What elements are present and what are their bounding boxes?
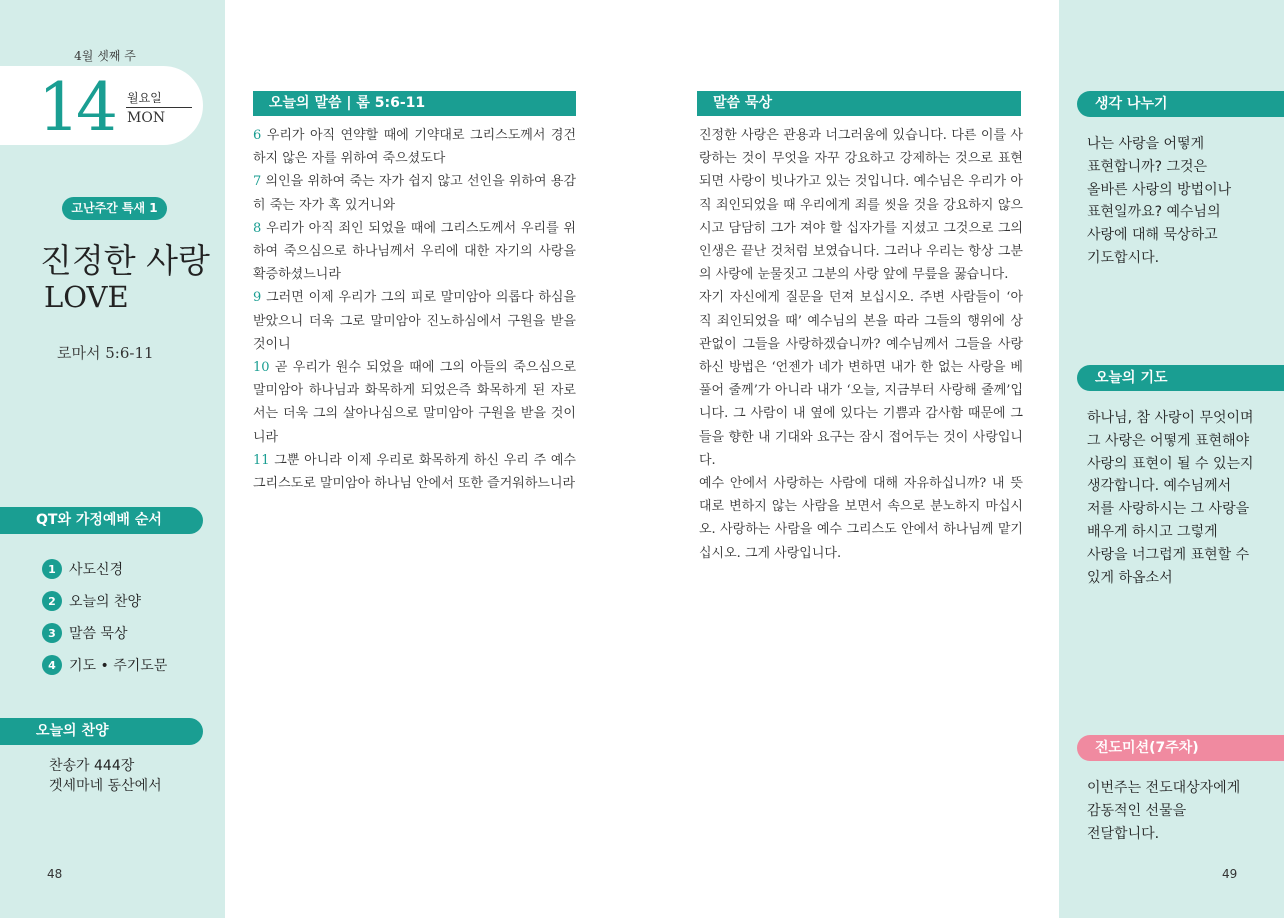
page-number-left: 48 [47, 867, 63, 881]
order-item [42, 617, 167, 649]
order-item-label: 기도 • 주기도문 [69, 658, 168, 674]
verse [253, 290, 576, 351]
order-section-header: QT와 가정예배 순서 [0, 507, 203, 534]
verse [253, 453, 576, 491]
order-item [42, 585, 167, 617]
meditation-paragraph: 예수 안에서 사랑하는 사람에 대해 자유하십니까? 내 뜻대로 변하지 않는 사람을 보면서 속으로 분노하지 마십시오. 사랑하는 사람을 예수 그리스도 안에서 하나님께 맡기십시오. 그게 사랑입니다. [699, 476, 1023, 561]
title-korean: 진정한 사랑 [40, 241, 210, 280]
order-number-badge: 4 [42, 655, 62, 675]
order-number-badge: 1 [42, 559, 62, 579]
title-english: LOVE [44, 280, 129, 314]
order-list [42, 553, 167, 681]
verse [253, 221, 576, 282]
verse-text: 우리가 아직 죄인 되었을 때에 그리스도께서 우리를 위하여 죽으심으로 하나님께서 우리에 대한 자기의 사랑을 확증하셨느니라 [253, 220, 576, 283]
meditation-section-header: 말씀 묵상 [697, 91, 1021, 116]
hymn-section-header: 오늘의 찬양 [0, 718, 203, 745]
order-item-label: 오늘의 찬양 [69, 594, 142, 610]
left-sidebar [0, 0, 225, 918]
verse [253, 360, 576, 445]
hymn-title: 겟세마네 동산에서 [49, 778, 162, 794]
prayer-text: 하나님, 참 사랑이 무엇이며 그 사랑은 어떻게 표현해야 사랑의 표현이 될 수 있는지 생각합니다. 예수님께서 저를 사랑하시는 그 사랑을 배우게 하시고 그렇게 사랑을 너그럽게 표현할 수 있게 하옵소서 [1087, 410, 1254, 586]
mission-text: 이번주는 전도대상자에게 감동적인 선물을 전달합니다. [1087, 780, 1241, 842]
verse-number: 9 [253, 290, 262, 306]
series-tag: 고난주간 특새 1 [62, 197, 167, 220]
verse [253, 174, 576, 212]
meditation-text [699, 124, 1023, 565]
order-item-label: 사도신경 [69, 562, 124, 578]
verse-number: 8 [253, 220, 262, 236]
verse-number: 11 [253, 452, 270, 468]
page-number-right: 49 [1222, 867, 1238, 881]
hymn-number: 찬송가 444장 [49, 758, 135, 774]
order-number-badge: 2 [42, 591, 62, 611]
day-number: 14 [38, 69, 114, 146]
verse-text: 그뿐 아니라 이제 우리로 화목하게 하신 우리 주 예수 그리스도로 말미암아 하나님 안에서 또한 즐거워하느니라 [253, 452, 576, 492]
verse-text: 의인을 위하여 죽는 자가 쉽지 않고 선인을 위하여 용감히 죽는 자가 혹 있거니와 [253, 174, 576, 213]
scripture-verses [253, 124, 576, 495]
weekday-english: MON [127, 110, 166, 126]
scripture-reference: 로마서 5:6-11 [57, 344, 154, 362]
order-item-label: 말씀 묵상 [69, 626, 128, 642]
order-number-badge: 3 [42, 623, 62, 643]
word-section-header: 오늘의 말씀 | 롬 5:6-11 [253, 91, 576, 116]
prayer-section-header: 오늘의 기도 [1077, 365, 1284, 391]
verse-number: 10 [253, 360, 270, 376]
order-item [42, 553, 167, 585]
verse [253, 128, 576, 166]
meditation-paragraph: 자기 자신에게 질문을 던져 보십시오. 주변 사람들이 ‘아직 죄인되었을 때’ 예수님의 본을 따라 그들의 행위에 상관없이 그들을 사랑하겠습니까? 예수님께서 그들을 사랑하신 방법은 ‘언젠가 네가 변하면 내가 한 없는 사랑을 베풀어 줄께’가 아니라 내가 ‘오늘, 지금부터 사랑해 줄께’입니다. 그 사람이 내 옆에 있다는 기쁨과 감사함 때문에 그들을 향한 내 기대와 요구는 잠시 접어두는 것이 사랑입니다. [699, 290, 1023, 468]
order-item [42, 649, 167, 681]
share-section-header: 생각 나누기 [1077, 91, 1284, 117]
share-text: 나는 사랑을 어떻게 표현합니까? 그것은 올바른 사랑의 방법이나 표현일까요? 예수님의 사랑에 대해 묵상하고 기도합시다. [1087, 136, 1232, 266]
verse-text: 곧 우리가 원수 되었을 때에 그의 아들의 죽으심으로 말미암아 하나님과 화목하게 되었은즉 화목하게 된 자로서는 더욱 그의 살아나심으로 말미암아 구원을 받을 것이니라 [253, 360, 576, 445]
weekday-korean: 월요일 [127, 91, 162, 105]
hymn-text [49, 756, 162, 796]
mission-section-header: 전도미션(7주차) [1077, 735, 1284, 761]
verse-text: 그러면 이제 우리가 그의 피로 말미암아 의롭다 하심을 받았으니 더욱 그로 말미암아 진노하심에서 구원을 받을 것이니 [253, 290, 576, 352]
verse-number: 6 [253, 128, 262, 143]
week-label: 4월 셋째 주 [74, 49, 136, 63]
verse-text: 우리가 아직 연약할 때에 기약대로 그리스도께서 경건하지 않은 자를 위하여 죽으셨도다 [253, 128, 576, 167]
verse-number: 7 [253, 174, 262, 190]
weekday-divider [126, 107, 192, 108]
meditation-paragraph: 진정한 사랑은 관용과 너그러움에 있습니다. 다른 이를 사랑하는 것이 무엇을 자꾸 강요하고 강제하는 것으로 표현되면 사랑이 빗나가고 있는 것입니다. 예수님은 우리가 아직 죄인되었을 때 우리에게 죄를 씻을 것을 강요하지 않으시고 담담히 그가 져야 할 십자가를 지셨고 그것으로 그의 인생은 끝난 것처럼 보였습니다. 그러나 우리는 항상 그분의 사랑에 눈물짓고 그분의 사랑 앞에 무릎을 꿇습니다. [699, 128, 1023, 283]
